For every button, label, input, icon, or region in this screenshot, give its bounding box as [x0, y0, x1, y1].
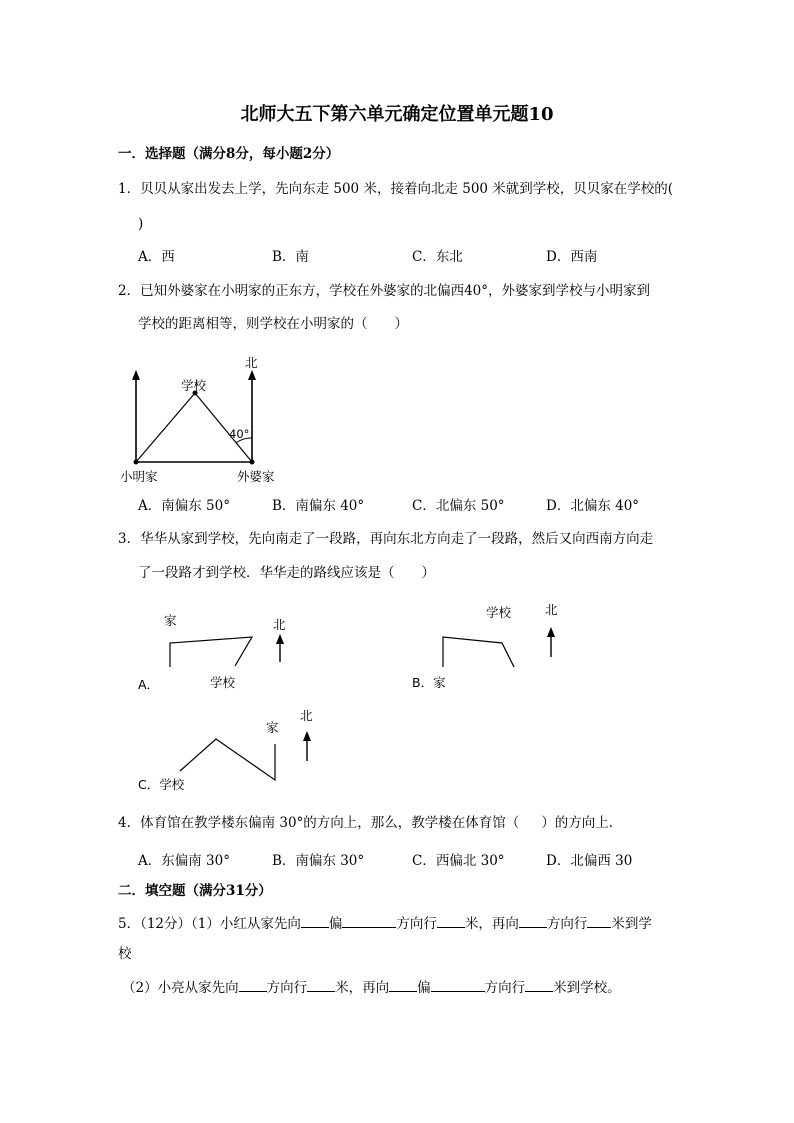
- q2-xiaoming-label: 小明家: [120, 469, 158, 484]
- q3c-home-label: 家: [266, 720, 279, 735]
- q5-blank[interactable]: [519, 913, 547, 928]
- q2-north-label: 北: [245, 355, 258, 370]
- q5-s2-text-1: 方向行: [266, 980, 308, 996]
- q5-s1-text-5: 米到学: [611, 916, 652, 932]
- question-1-text-cont: ): [138, 216, 144, 232]
- q4-option-d: D．北偏西 30: [546, 853, 633, 869]
- q4-option-a: A．东偏南 30°: [138, 853, 230, 869]
- question-3-text-cont: 了一段路才到学校．华华走的路线应该是（ ）: [138, 565, 435, 581]
- q2-option-b: B．南偏东 40°: [272, 498, 365, 514]
- q5-s2-text-5: 米到学校。: [553, 980, 621, 996]
- q5-blank[interactable]: [525, 977, 553, 992]
- q1-option-c: C．东北: [412, 249, 463, 265]
- q3b-school-label: 学校: [486, 605, 512, 620]
- q2-waipo-label: 外婆家: [237, 469, 275, 484]
- q4-text-part1: 4．体育馆在教学楼东偏南 30°的方向上，那么，教学楼在体育馆（: [118, 815, 520, 831]
- q5-s1-text-0: 5．（12分）（1）小红从家先向: [118, 916, 301, 932]
- q5-blank[interactable]: [437, 913, 465, 928]
- q2-angle-label: 40°: [229, 427, 250, 441]
- q2-waipo-point: [250, 460, 255, 465]
- q3c-north-label: 北: [300, 708, 313, 723]
- q2-option-a: A．南偏东 50°: [138, 498, 230, 514]
- question-4-text: [118, 814, 622, 832]
- q3-option-a: A．: [138, 677, 160, 692]
- q3a-home-label: 家: [164, 613, 177, 628]
- q5-blank[interactable]: [389, 977, 417, 992]
- q5-blank[interactable]: [431, 977, 485, 992]
- q5-s1-text-3: 米，再向: [464, 916, 519, 932]
- q2-xiaoming-point: [134, 460, 139, 465]
- q4-option-b: B．南偏东 30°: [272, 853, 365, 869]
- q3-figure-a: [170, 634, 284, 667]
- q3-figure-c: [180, 731, 311, 780]
- q5-s2-text-4: 方向行: [484, 980, 526, 996]
- section-heading-choice: 一．选择题（满分8分，每小题2分）: [118, 146, 340, 162]
- q1-option-a: A．西: [138, 249, 175, 265]
- q5-s2-text-2: 米，再向: [335, 980, 390, 996]
- q4-option-c: C．西偏北 30°: [412, 853, 505, 869]
- q5-s1-text-2: 方向行: [396, 916, 437, 932]
- q2-school-label: 学校: [181, 378, 207, 393]
- question-5-line1-cont: 校: [118, 946, 132, 962]
- q5-s2-text-3: 偏: [417, 980, 431, 996]
- q1-option-d: D．西南: [546, 249, 598, 265]
- q5-s1-text-4: 方向行: [546, 916, 588, 932]
- q3-figure-b: [443, 627, 555, 667]
- q5-blank[interactable]: [307, 977, 335, 992]
- q2-side-left: [136, 393, 195, 462]
- q5-s2-text-0: （2）小亮从家先向: [122, 980, 239, 996]
- q1-option-b: B．南: [272, 249, 309, 265]
- question-5-line1: [118, 913, 652, 933]
- q2-option-c: C．北偏东 50°: [412, 498, 505, 514]
- q2-option-d: D．北偏东 40°: [546, 498, 640, 514]
- q3a-north-label: 北: [273, 617, 286, 632]
- page-title: 北师大五下第六单元确定位置单元题10: [240, 104, 554, 125]
- q5-s1-text-1: 偏: [328, 916, 343, 932]
- q3-option-b: B．家: [412, 675, 446, 690]
- q5-blank[interactable]: [587, 913, 611, 928]
- q3b-north-label: 北: [545, 602, 558, 617]
- question-2-text: 2．已知外婆家在小明家的正东方，学校在外婆家的北偏西40°，外婆家到学校与小明家到: [118, 283, 651, 299]
- q3-option-c: C．学校: [138, 777, 185, 792]
- question-3-text: 3．华华从家到学校，先向南走了一段路，再向东北方向走了一段路，然后又向西南方向走: [118, 531, 654, 547]
- q5-blank[interactable]: [239, 977, 267, 992]
- q5-blank[interactable]: [342, 913, 396, 928]
- section-heading-fill: 二．填空题（满分31分）: [118, 883, 272, 899]
- q5-blank[interactable]: [301, 913, 329, 928]
- question-5-line2: [122, 977, 621, 997]
- q3a-school-label: 学校: [210, 675, 236, 690]
- question-2-text-cont: 学校的距离相等，则学校在小明家的（ ）: [138, 316, 408, 332]
- q4-text-part2: ）的方向上．: [541, 815, 623, 831]
- question-1-text: 1．贝贝从家出发去上学，先向东走 500 米，接着向北走 500 米就到学校，贝贝家在学校的(: [118, 181, 674, 197]
